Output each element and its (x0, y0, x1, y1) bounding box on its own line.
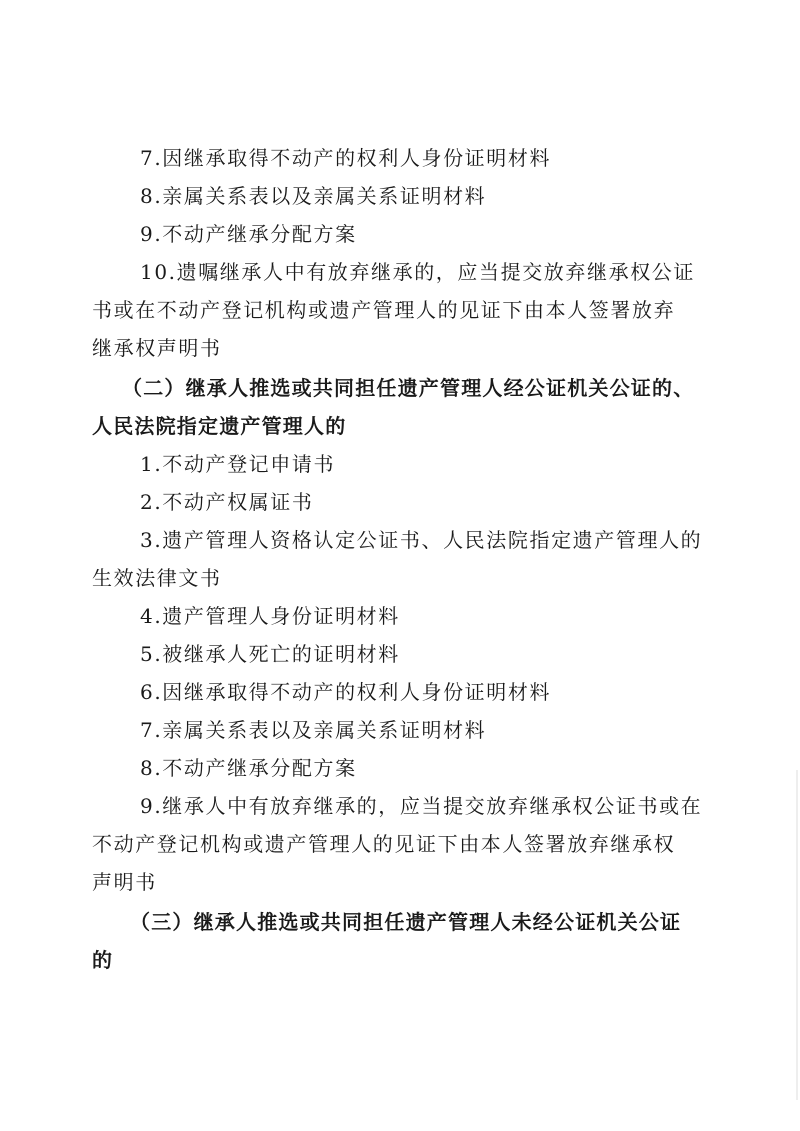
section-heading-continuation: 人民法院指定遗产管理人的 (92, 414, 347, 438)
list-item-continuation: 继承权声明书 (92, 336, 222, 360)
list-item-continuation: 不动产登记机构或遗产管理人的见证下由本人签署放弃继承权 (92, 832, 676, 856)
list-item: 9.不动产继承分配方案 (140, 222, 357, 246)
list-item: 8.不动产继承分配方案 (140, 756, 357, 780)
list-item: 7.因继承取得不动产的权利人身份证明材料 (140, 146, 552, 170)
list-item: 8.亲属关系表以及亲属关系证明材料 (140, 184, 487, 208)
section-heading: （二）继承人推选或共同担任遗产管理人经公证机关公证的、 (122, 376, 695, 400)
list-item: 6.因继承取得不动产的权利人身份证明材料 (140, 680, 552, 704)
list-item-continuation: 书或在不动产登记机构或遗产管理人的见证下由本人签署放弃 (92, 298, 676, 322)
list-item: 5.被继承人死亡的证明材料 (140, 642, 400, 666)
list-item: 3.遗产管理人资格认定公证书、人民法院指定遗产管理人的 (140, 528, 703, 552)
list-item: 1.不动产登记申请书 (140, 452, 336, 476)
section-heading-continuation: 的 (92, 948, 114, 972)
list-item: 9.继承人中有放弃继承的，应当提交放弃继承权公证书或在 (140, 794, 703, 818)
list-item: 7.亲属关系表以及亲属关系证明材料 (140, 718, 487, 742)
list-item: 4.遗产管理人身份证明材料 (140, 604, 400, 628)
section-heading: （三）继承人推选或共同担任遗产管理人未经公证机关公证 (130, 910, 682, 934)
list-item: 10.遗嘱继承人中有放弃继承的，应当提交放弃继承权公证 (140, 260, 696, 284)
list-item-continuation: 生效法律文书 (92, 566, 222, 590)
list-item-continuation: 声明书 (92, 870, 157, 894)
scan-edge-shadow (796, 770, 798, 1100)
list-item: 2.不动产权属证书 (140, 490, 314, 514)
